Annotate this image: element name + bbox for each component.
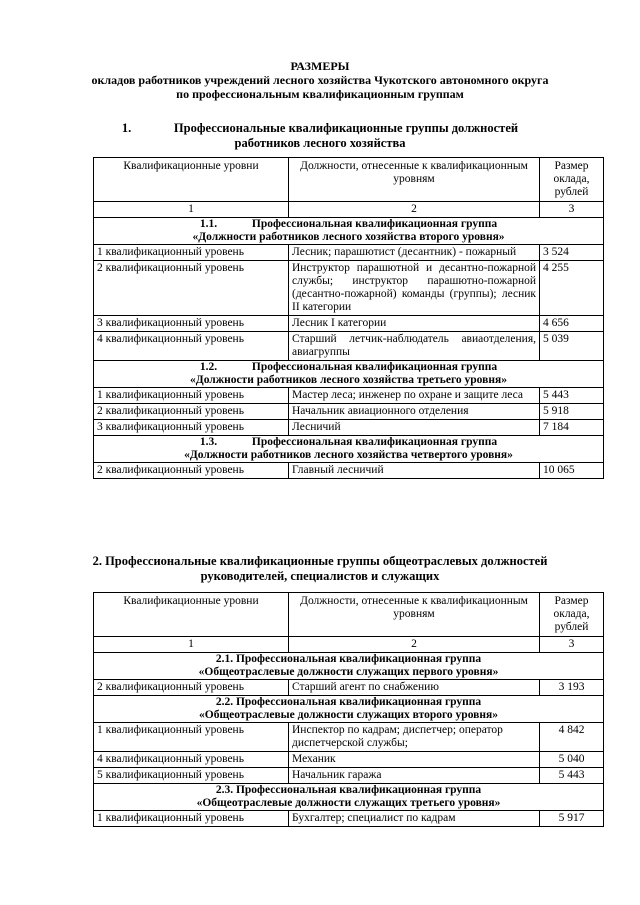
group-number: 1.1.: [199, 218, 218, 230]
level-cell: 5 квалификационный уровень: [94, 768, 289, 784]
level-cell: 1 квалификационный уровень: [94, 245, 289, 261]
header-salary: Размер оклада, рублей: [540, 158, 604, 202]
positions-cell: Лесник; парашютист (десантник) - пожарный: [289, 245, 540, 261]
section2-title-line1: 2. Профессиональные квалификационные группы общеотраслевых должностей: [92, 554, 548, 568]
table-row: [94, 332, 604, 361]
level-cell: 2 квалификационный уровень: [94, 463, 289, 479]
column-number: 1: [94, 202, 289, 218]
group-subtitle: «Общеотраслевые должности служащих третьего уровня»: [196, 797, 501, 809]
table-row: [94, 768, 604, 784]
group-subtitle: «Должности работников лесного хозяйства третьего уровня»: [190, 374, 507, 386]
salary-cell: 5 040: [540, 752, 604, 768]
group-title: Профессиональная квалификационная группа: [251, 436, 498, 448]
positions-cell: Старший летчик-наблюдатель авиаотделения, авиагруппы: [289, 332, 540, 361]
group-number: 1.3.: [199, 436, 218, 448]
column-number: 2: [289, 202, 540, 218]
table-row: [94, 723, 604, 752]
section1-title-line2: работников лесного хозяйства: [234, 136, 406, 150]
group-title: 2.2. Профессиональная квалификационная группа: [215, 696, 482, 708]
salary-cell: 5 918: [540, 404, 604, 420]
group-title: Профессиональная квалификационная группа: [251, 218, 498, 230]
group-title: Профессиональная квалификационная группа: [251, 361, 498, 373]
salary-cell: 5 917: [540, 811, 604, 827]
group-header: [94, 784, 604, 811]
positions-cell: Мастер леса; инженер по охране и защите леса: [289, 388, 540, 404]
table-row: [94, 316, 604, 332]
group-header: [94, 696, 604, 723]
table-row: [94, 388, 604, 404]
salary-cell: 4 842: [540, 723, 604, 752]
group-number: 1.2.: [199, 361, 218, 373]
section1-table: [93, 157, 604, 479]
positions-cell: Лесничий: [289, 420, 540, 436]
table-header-row: [94, 158, 604, 202]
column-number: 3: [540, 637, 604, 653]
header-positions: Должности, отнесенные к квалификационным уровням: [289, 158, 540, 202]
positions-cell: Инспектор по кадрам; диспетчер; оператор диспетчерской службы;: [289, 723, 540, 752]
table-row: [94, 404, 604, 420]
table-row: [94, 463, 604, 479]
level-cell: 2 квалификационный уровень: [94, 404, 289, 420]
group-subtitle: «Общеотраслевые должности служащих второго уровня»: [199, 709, 498, 721]
level-cell: 3 квалификационный уровень: [94, 316, 289, 332]
table-row: [94, 420, 604, 436]
column-number-row: [94, 637, 604, 653]
column-number: 2: [289, 637, 540, 653]
salary-cell: 10 065: [540, 463, 604, 479]
level-cell: 2 квалификационный уровень: [94, 680, 289, 696]
group-header: [94, 436, 604, 463]
column-number: 3: [540, 202, 604, 218]
column-number-row: [94, 202, 604, 218]
column-number: 1: [94, 637, 289, 653]
group-header-row: [94, 436, 604, 463]
document-subtitle-line2: по профессиональным квалификационным группам: [176, 87, 464, 101]
positions-cell: Инструктор парашютной и десантно-пожарной службы; инструктор парашютно-пожарной (десантно-пожарной) команды (группы); лесник II категории: [289, 261, 540, 316]
group-header-row: [94, 218, 604, 245]
document-title: РАЗМЕРЫ: [290, 59, 350, 73]
salary-cell: 5 443: [540, 768, 604, 784]
section2-title-line2: руководителей, специалистов и служащих: [200, 569, 440, 583]
salary-cell: 5 443: [540, 388, 604, 404]
level-cell: 1 квалификационный уровень: [94, 388, 289, 404]
table-row: [94, 680, 604, 696]
level-cell: 1 квалификационный уровень: [94, 723, 289, 752]
group-header-row: [94, 361, 604, 388]
table-row: [94, 811, 604, 827]
salary-cell: 4 656: [540, 316, 604, 332]
table-header-row: [94, 593, 604, 637]
document-subtitle-line1: окладов работников учреждений лесного хозяйства Чукотского автономного округа: [91, 73, 549, 87]
section2-table: [93, 592, 604, 827]
positions-cell: Бухгалтер; специалист по кадрам: [289, 811, 540, 827]
group-header: [94, 218, 604, 245]
salary-cell: 3 524: [540, 245, 604, 261]
salary-cell: 7 184: [540, 420, 604, 436]
positions-cell: Лесник I категории: [289, 316, 540, 332]
group-title: 2.1. Профессиональная квалификационная группа: [215, 653, 482, 665]
section1-number: 1.: [121, 121, 132, 135]
group-subtitle: «Должности работников лесного хозяйства четвертого уровня»: [184, 449, 513, 461]
header-salary: Размер оклада, рублей: [540, 593, 604, 637]
section1-heading: [0, 121, 640, 136]
group-subtitle: «Общеотраслевые должности служащих первого уровня»: [198, 666, 499, 678]
positions-cell: Механик: [289, 752, 540, 768]
positions-cell: Главный лесничий: [289, 463, 540, 479]
level-cell: 3 квалификационный уровень: [94, 420, 289, 436]
level-cell: 4 квалификационный уровень: [94, 752, 289, 768]
group-header-row: [94, 653, 604, 680]
level-cell: 4 квалификационный уровень: [94, 332, 289, 361]
group-header: [94, 653, 604, 680]
table-row: [94, 261, 604, 316]
group-header-row: [94, 784, 604, 811]
table-row: [94, 245, 604, 261]
level-cell: 1 квалификационный уровень: [94, 811, 289, 827]
salary-cell: 4 255: [540, 261, 604, 316]
group-title: 2.3. Профессиональная квалификационная группа: [215, 784, 482, 796]
level-cell: 2 квалификационный уровень: [94, 261, 289, 316]
group-header-row: [94, 696, 604, 723]
header-levels: Квалификационные уровни: [94, 593, 289, 637]
salary-cell: 3 193: [540, 680, 604, 696]
salary-cell: 5 039: [540, 332, 604, 361]
header-positions: Должности, отнесенные к квалификационным уровням: [289, 593, 540, 637]
positions-cell: Начальник авиационного отделения: [289, 404, 540, 420]
section1-title-line1: Профессиональные квалификационные группы должностей: [173, 121, 519, 135]
header-levels: Квалификационные уровни: [94, 158, 289, 202]
positions-cell: Старший агент по снабжению: [289, 680, 540, 696]
table-row: [94, 752, 604, 768]
positions-cell: Начальник гаража: [289, 768, 540, 784]
group-header: [94, 361, 604, 388]
group-subtitle: «Должности работников лесного хозяйства второго уровня»: [192, 231, 505, 243]
